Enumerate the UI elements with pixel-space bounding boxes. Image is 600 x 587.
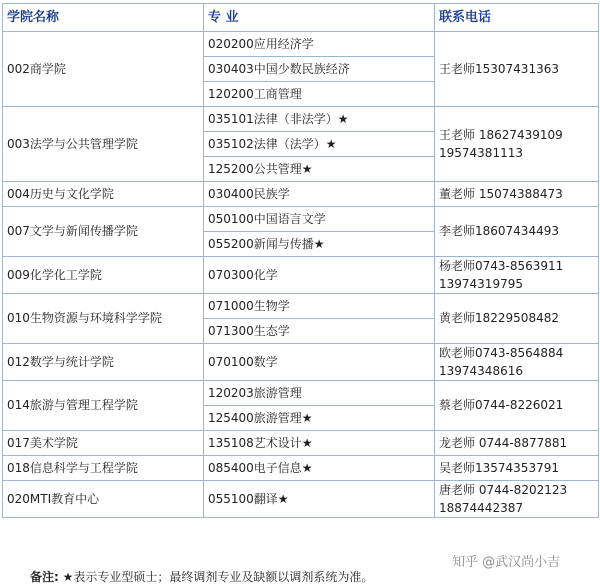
- major-cell: 071300生态学: [204, 319, 435, 344]
- college-cell: 020MTI教育中心: [3, 481, 204, 518]
- contact-line: 13974348616: [439, 364, 523, 378]
- major-cell: 120200工商管理: [204, 82, 435, 107]
- major-cell: 070100数学: [204, 344, 435, 381]
- contact-cell: [435, 344, 599, 381]
- college-cell: 012数学与统计学院: [3, 344, 204, 381]
- contact-line: 蔡老师0744-8226021: [439, 398, 564, 412]
- contact-line: 杨老师0743-8563911: [439, 259, 564, 273]
- college-cell: 017美术学院: [3, 431, 204, 456]
- college-cell: 002商学院: [3, 32, 204, 107]
- major-cell: 125400旅游管理★: [204, 406, 435, 431]
- contact-cell: [435, 32, 599, 107]
- college-cell: 003法学与公共管理学院: [3, 107, 204, 182]
- major-cell: 055100翻译★: [204, 481, 435, 518]
- footnote-label: 备注:: [30, 570, 59, 584]
- table-row: [3, 481, 599, 518]
- major-cell: 030400民族学: [204, 182, 435, 207]
- major-cell: 120203旅游管理: [204, 381, 435, 406]
- major-cell: 070300化学: [204, 257, 435, 294]
- admissions-contact-table: [2, 3, 599, 518]
- college-cell: 018信息科学与工程学院: [3, 456, 204, 481]
- header-contact: 联系电话: [435, 4, 599, 32]
- table-row: [3, 381, 599, 406]
- contact-line: 13974319795: [439, 277, 523, 291]
- contact-cell: [435, 481, 599, 518]
- contact-cell: [435, 182, 599, 207]
- contact-line: 19574381113: [439, 146, 523, 160]
- contact-cell: [435, 294, 599, 344]
- watermark: 知乎 @武汉尚小吉: [452, 555, 561, 570]
- table-row: [3, 431, 599, 456]
- table-body: [3, 32, 599, 518]
- contact-line: 黄老师18229508482: [439, 311, 559, 325]
- contact-cell: [435, 207, 599, 257]
- major-cell: 030403中国少数民族经济: [204, 57, 435, 82]
- contact-line: 龙老师 0744-8877881: [439, 435, 568, 450]
- contact-line: 18874442387: [439, 501, 523, 515]
- table-row: [3, 257, 599, 294]
- footnote: [30, 568, 373, 585]
- table-row: [3, 344, 599, 381]
- contact-cell: [435, 381, 599, 431]
- major-cell: 035101法律（非法学）★: [204, 107, 435, 132]
- major-cell: 071000生物学: [204, 294, 435, 319]
- contact-line: 王老师15307431363: [439, 61, 559, 76]
- contact-line: 吴老师13574353791: [439, 460, 559, 475]
- major-cell: 085400电子信息★: [204, 456, 435, 481]
- major-cell: 125200公共管理★: [204, 157, 435, 182]
- major-cell: 050100中国语言文学: [204, 207, 435, 232]
- table-row: [3, 182, 599, 207]
- header-college: 学院名称: [3, 4, 204, 32]
- major-cell: 055200新闻与传播★: [204, 232, 435, 257]
- contact-line: 董老师 15074388473: [439, 186, 563, 201]
- major-cell: 135108艺术设计★: [204, 431, 435, 456]
- college-cell: 007文学与新闻传播学院: [3, 207, 204, 257]
- footnote-text: ★表示专业型硕士；最终调剂专业及缺额以调剂系统为准。: [62, 570, 374, 584]
- contact-cell: [435, 107, 599, 182]
- contact-line: 欧老师0743-8564884: [439, 346, 564, 360]
- college-cell: 014旅游与管理工程学院: [3, 381, 204, 431]
- college-cell: 009化学化工学院: [3, 257, 204, 294]
- table-row: [3, 107, 599, 132]
- contact-line: 唐老师 0744-8202123: [439, 483, 568, 497]
- table-row: [3, 294, 599, 319]
- contact-line: 李老师18607434493: [439, 224, 559, 238]
- contact-line: 王老师 18627439109: [439, 128, 563, 142]
- contact-cell: [435, 257, 599, 294]
- table-row: [3, 32, 599, 57]
- college-cell: 004历史与文化学院: [3, 182, 204, 207]
- contact-cell: [435, 431, 599, 456]
- table-header-row: [3, 4, 599, 32]
- contact-cell: [435, 456, 599, 481]
- header-major: 专 业: [204, 4, 435, 32]
- table-row: [3, 207, 599, 232]
- major-cell: 035102法律（法学）★: [204, 132, 435, 157]
- college-cell: 010生物资源与环境科学学院: [3, 294, 204, 344]
- major-cell: 020200应用经济学: [204, 32, 435, 57]
- table-row: [3, 456, 599, 481]
